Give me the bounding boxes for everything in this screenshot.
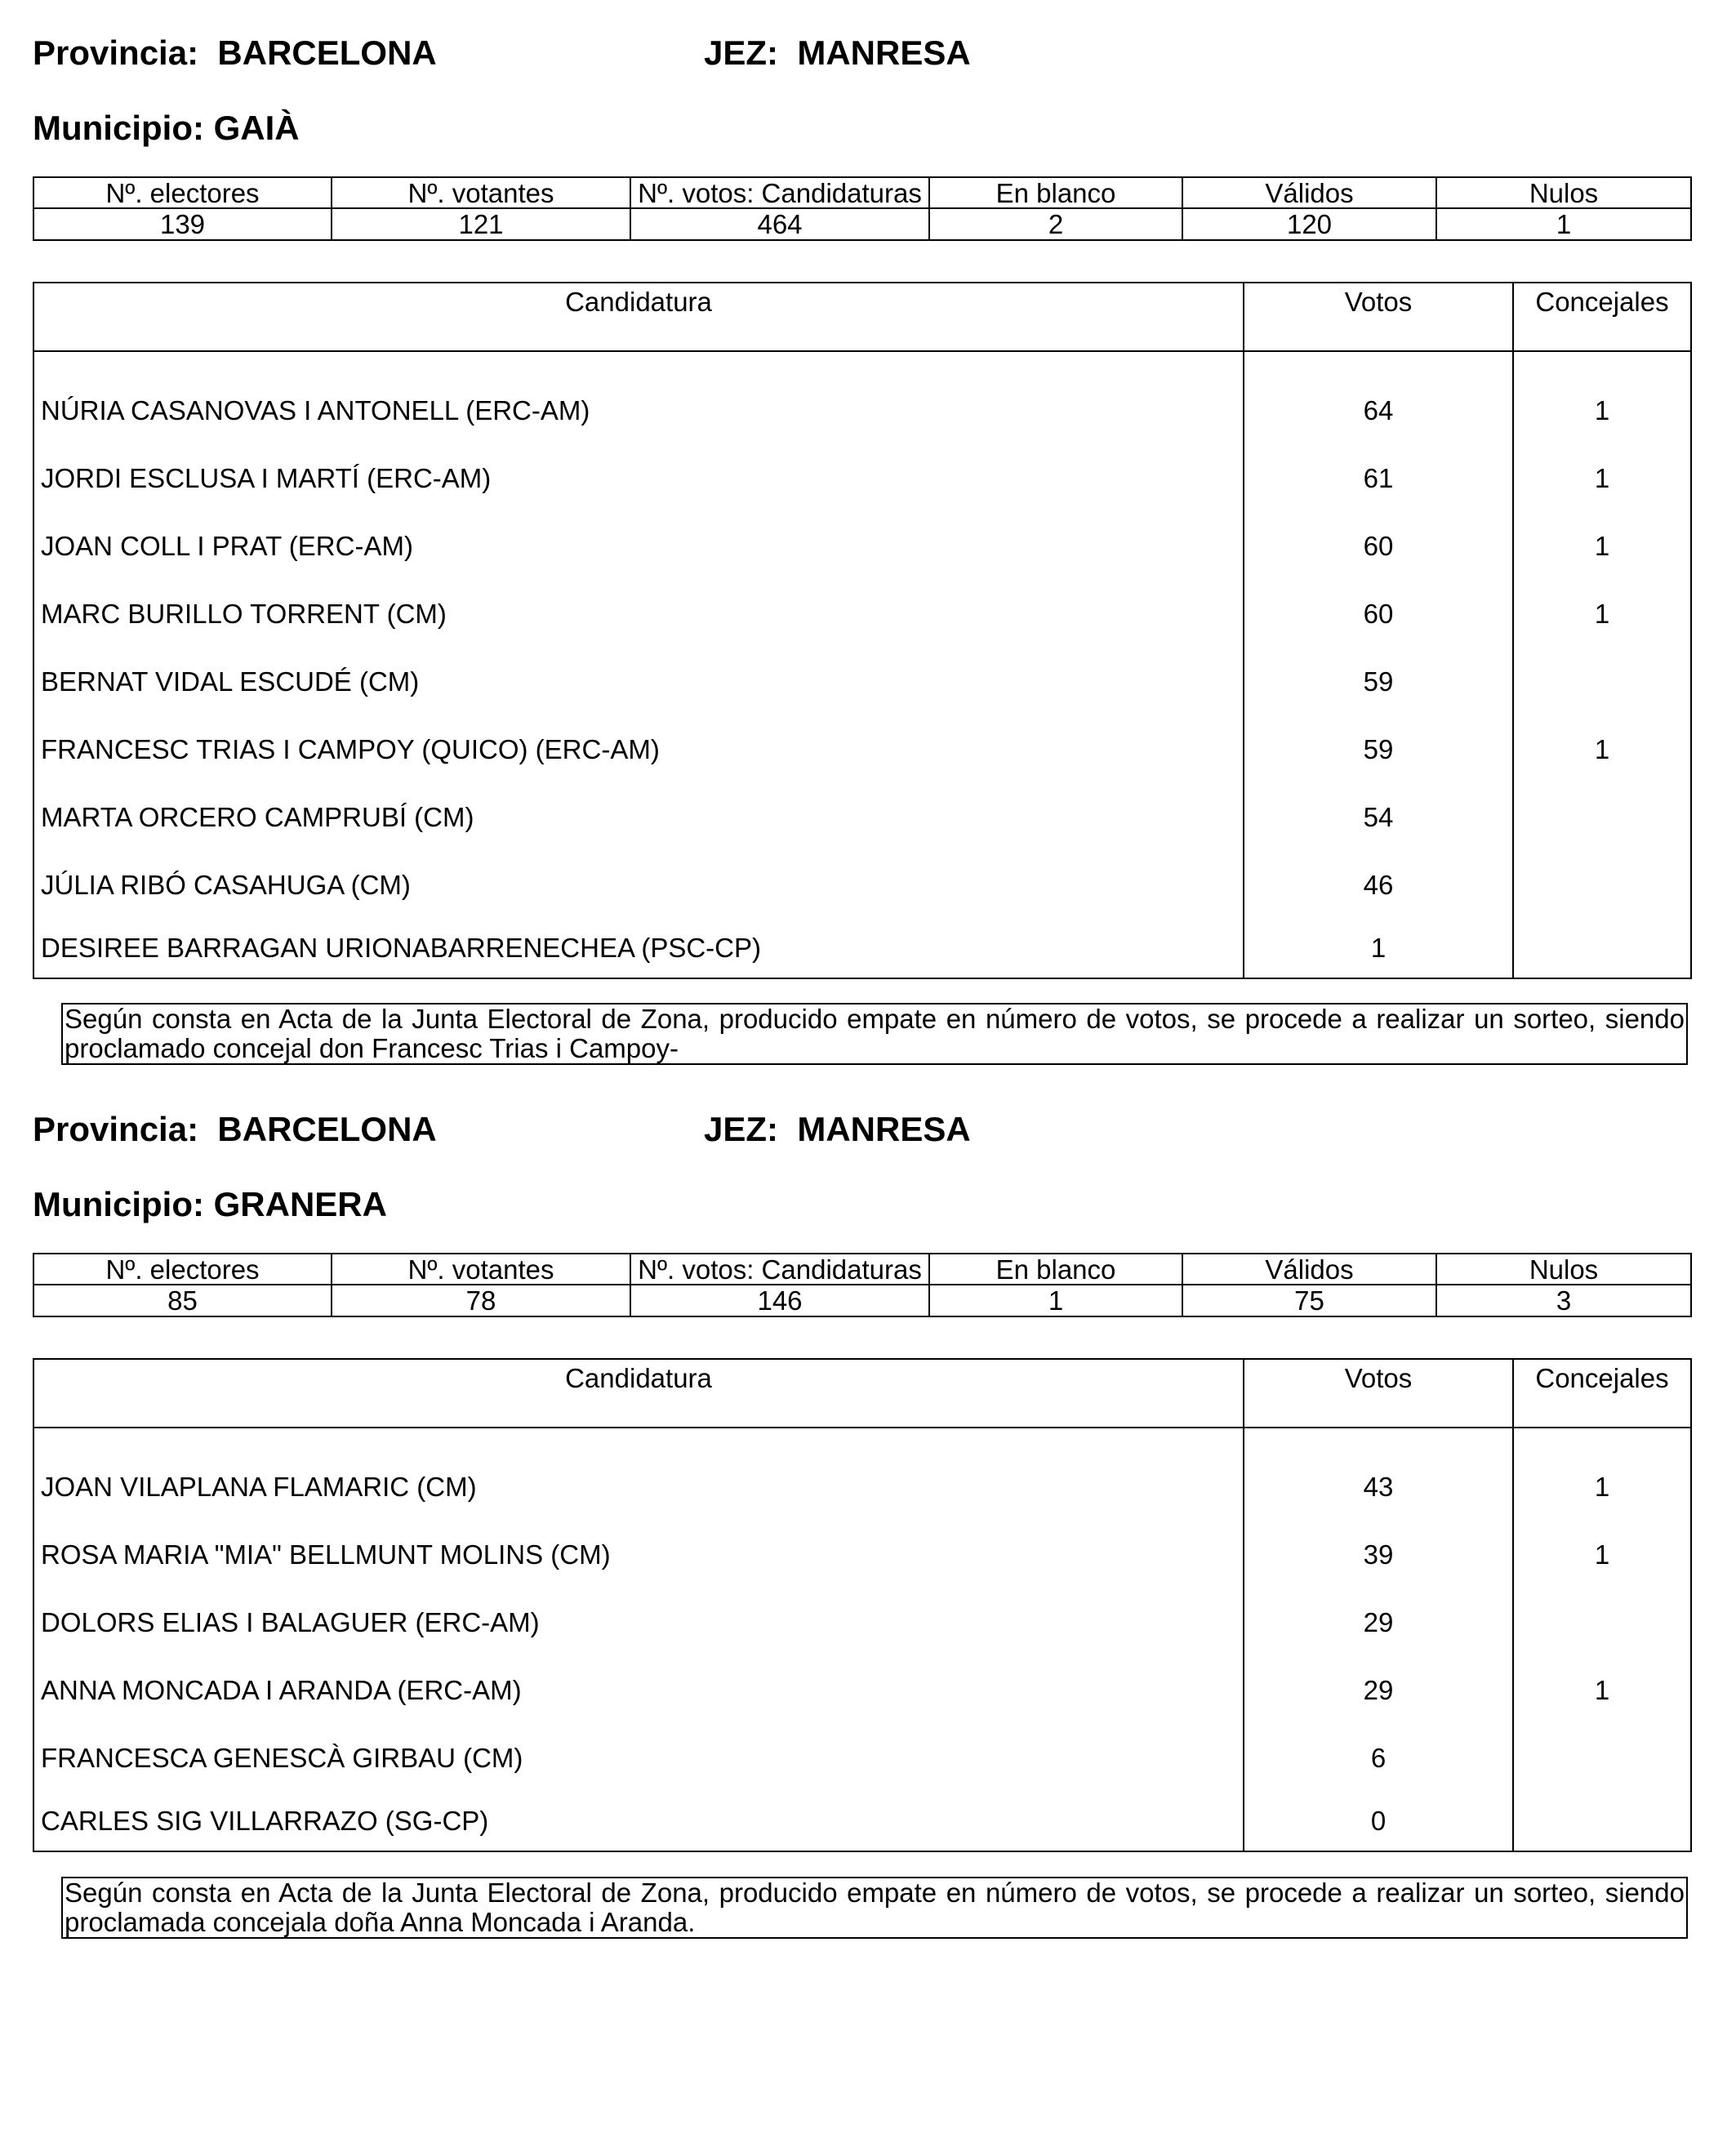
stat-value: 78	[332, 1285, 630, 1316]
candidate-votes: 59	[1244, 715, 1513, 783]
table-row	[33, 512, 1691, 580]
stat-value: 3	[1436, 1285, 1691, 1316]
column-header-votos: Votos	[1244, 283, 1513, 351]
table-row	[33, 1521, 1691, 1588]
candidate-votes: 39	[1244, 1521, 1513, 1588]
candidate-votes: 29	[1244, 1656, 1513, 1724]
table-row	[33, 1656, 1691, 1724]
jez-heading: JEZ: MANRESA	[704, 33, 971, 72]
summary-values-row	[33, 208, 1691, 240]
summary-header-row	[33, 1254, 1691, 1285]
candidates-header-row	[33, 283, 1691, 351]
stat-header: Nº. electores	[33, 1254, 332, 1285]
stat-header: Nº. votantes	[332, 1254, 630, 1285]
candidate-votes: 64	[1244, 376, 1513, 444]
stat-value: 120	[1182, 208, 1436, 240]
stat-value: 75	[1182, 1285, 1436, 1316]
candidate-votes: 60	[1244, 580, 1513, 648]
stat-header: Nº. votos: Candidaturas	[630, 1254, 929, 1285]
candidate-votes: 1	[1244, 919, 1513, 978]
candidate-seats: 1	[1513, 376, 1691, 444]
candidate-name: JOAN COLL I PRAT (ERC-AM)	[33, 512, 1244, 580]
candidate-votes: 54	[1244, 783, 1513, 851]
stat-header: Nº. votantes	[332, 177, 630, 208]
candidate-seats	[1513, 1792, 1691, 1851]
municipality-section	[0, 1076, 1736, 2154]
candidates-table	[33, 282, 1692, 979]
stat-header: En blanco	[929, 177, 1182, 208]
candidate-votes: 29	[1244, 1588, 1513, 1656]
stat-header: Nulos	[1436, 1254, 1691, 1285]
candidate-votes: 60	[1244, 512, 1513, 580]
stat-value: 464	[630, 208, 929, 240]
table-row	[33, 1792, 1691, 1851]
candidate-seats	[1513, 919, 1691, 978]
stat-header: Válidos	[1182, 177, 1436, 208]
column-header-candidatura: Candidatura	[33, 1359, 1244, 1428]
summary-table	[33, 176, 1692, 241]
candidate-name: NÚRIA CASANOVAS I ANTONELL (ERC-AM)	[33, 376, 1244, 444]
summary-table	[33, 1253, 1692, 1317]
candidate-votes: 0	[1244, 1792, 1513, 1851]
candidate-seats: 1	[1513, 1453, 1691, 1521]
stat-header: En blanco	[929, 1254, 1182, 1285]
jez-heading: JEZ: MANRESA	[704, 1110, 971, 1148]
candidate-name: JORDI ESCLUSA I MARTÍ (ERC-AM)	[33, 444, 1244, 512]
stat-header: Nº. votos: Candidaturas	[630, 177, 929, 208]
candidate-votes: 61	[1244, 444, 1513, 512]
candidate-name: ANNA MONCADA I ARANDA (ERC-AM)	[33, 1656, 1244, 1724]
column-header-concejales: Concejales	[1513, 283, 1691, 351]
column-header-votos: Votos	[1244, 1359, 1513, 1428]
candidate-votes: 59	[1244, 648, 1513, 715]
candidate-name: BERNAT VIDAL ESCUDÉ (CM)	[33, 648, 1244, 715]
candidate-seats: 1	[1513, 715, 1691, 783]
stat-header: Válidos	[1182, 1254, 1436, 1285]
candidate-name: FRANCESCA GENESCÀ GIRBAU (CM)	[33, 1724, 1244, 1792]
provincia-heading: Provincia: BARCELONA	[33, 33, 437, 72]
stat-header: Nulos	[1436, 177, 1691, 208]
candidate-name: FRANCESC TRIAS I CAMPOY (QUICO) (ERC-AM)	[33, 715, 1244, 783]
stat-value: 2	[929, 208, 1182, 240]
column-header-candidatura: Candidatura	[33, 283, 1244, 351]
table-row	[33, 851, 1691, 919]
tie-break-note: Según consta en Acta de la Junta Electoral de Zona, producido empate en número de votos, se procede a realizar un sorteo, siendo proclamado concejal don Francesc Trias i Campoy-	[61, 1003, 1688, 1065]
stat-value: 121	[332, 208, 630, 240]
candidate-seats	[1513, 648, 1691, 715]
table-row	[33, 783, 1691, 851]
candidate-seats: 1	[1513, 444, 1691, 512]
candidate-seats: 1	[1513, 580, 1691, 648]
table-row	[33, 444, 1691, 512]
stat-value: 139	[33, 208, 332, 240]
candidate-name: JÚLIA RIBÓ CASAHUGA (CM)	[33, 851, 1244, 919]
column-header-concejales: Concejales	[1513, 1359, 1691, 1428]
stat-value: 1	[1436, 208, 1691, 240]
provincia-heading: Provincia: BARCELONA	[33, 1110, 437, 1148]
candidate-name: MARTA ORCERO CAMPRUBÍ (CM)	[33, 783, 1244, 851]
candidate-name: JOAN VILAPLANA FLAMARIC (CM)	[33, 1453, 1244, 1521]
candidate-name: MARC BURILLO TORRENT (CM)	[33, 580, 1244, 648]
candidates-header-row	[33, 1359, 1691, 1428]
table-row	[33, 1588, 1691, 1656]
table-row	[33, 1724, 1691, 1792]
candidate-seats	[1513, 851, 1691, 919]
municipio-heading: Municipio: GRANERA	[33, 1185, 387, 1223]
candidate-seats	[1513, 783, 1691, 851]
candidate-seats: 1	[1513, 1656, 1691, 1724]
candidate-votes: 46	[1244, 851, 1513, 919]
stat-header: Nº. electores	[33, 177, 332, 208]
table-row	[33, 648, 1691, 715]
table-row	[33, 580, 1691, 648]
table-row	[33, 715, 1691, 783]
candidate-votes: 43	[1244, 1453, 1513, 1521]
stat-value: 146	[630, 1285, 929, 1316]
summary-header-row	[33, 177, 1691, 208]
tie-break-note: Según consta en Acta de la Junta Electoral de Zona, producido empate en número de votos, se procede a realizar un sorteo, siendo proclamada concejala doña Anna Moncada i Aranda.	[61, 1877, 1688, 1939]
stat-value: 85	[33, 1285, 332, 1316]
table-row	[33, 376, 1691, 444]
candidate-name: CARLES SIG VILLARRAZO (SG-CP)	[33, 1792, 1244, 1851]
candidate-seats: 1	[1513, 1521, 1691, 1588]
candidate-seats: 1	[1513, 512, 1691, 580]
candidate-seats	[1513, 1588, 1691, 1656]
candidate-name: DOLORS ELIAS I BALAGUER (ERC-AM)	[33, 1588, 1244, 1656]
candidates-table	[33, 1358, 1692, 1852]
candidate-votes: 6	[1244, 1724, 1513, 1792]
table-row	[33, 1453, 1691, 1521]
candidate-name: DESIREE BARRAGAN URIONABARRENECHEA (PSC-CP)	[33, 919, 1244, 978]
municipio-heading: Municipio: GAIÀ	[33, 109, 300, 147]
summary-values-row	[33, 1285, 1691, 1316]
table-row	[33, 919, 1691, 978]
candidate-name: ROSA MARIA "MIA" BELLMUNT MOLINS (CM)	[33, 1521, 1244, 1588]
stat-value: 1	[929, 1285, 1182, 1316]
candidate-seats	[1513, 1724, 1691, 1792]
